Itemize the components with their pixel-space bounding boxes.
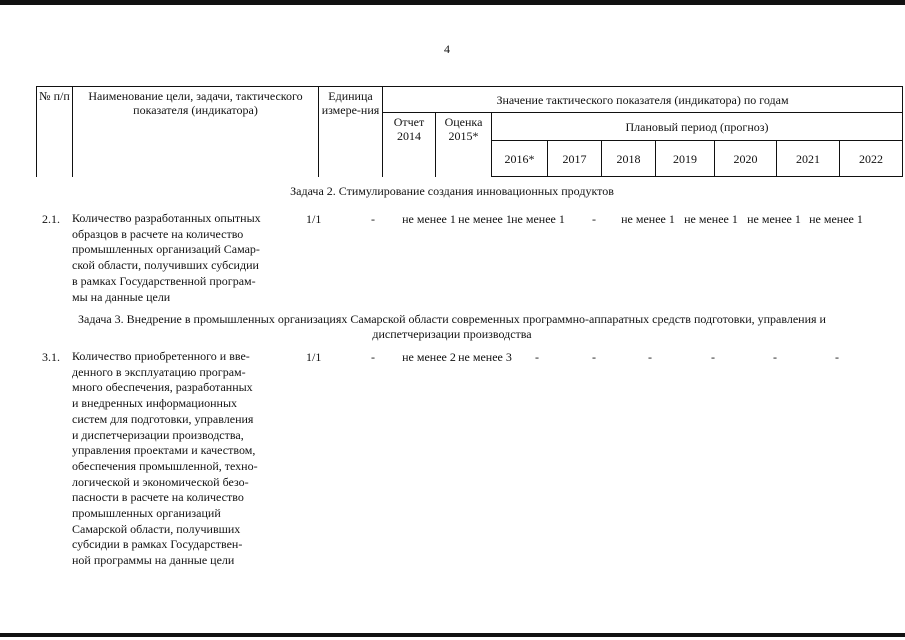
- header-name: Наименование цели, задачи, тактического показателя (индикатора): [73, 87, 319, 177]
- task-3-title: Задача 3. Внедрение в промышленных организациях Самарской области современных программно-аппаратных средств подготовки, управления и диспетчеризации производства: [78, 312, 826, 341]
- row-2-1-value-2021: не менее 1: [747, 212, 801, 226]
- row-2-1-desc-line: в рамках Государственной програм-: [72, 273, 256, 288]
- row-3-1-value-2019: -: [648, 350, 652, 364]
- header-year-2019: 2019: [656, 141, 715, 177]
- row-3-1-desc-line: управления проектами и качеством,: [72, 443, 256, 458]
- row-2-1-desc-line: мы на данные цели: [72, 289, 171, 304]
- row-2-1-desc-line: Количество разработанных опытных: [72, 211, 261, 225]
- header-year-2020: 2020: [715, 141, 777, 177]
- row-3-1-desc-line: Количество приобретенного и вве-: [72, 349, 250, 363]
- header-year-2016: 2016*: [492, 141, 548, 177]
- row-3-1-desc-line: Самарской области, получивших: [72, 521, 241, 536]
- row-3-1-desc-line: логической и экономической безо-: [72, 474, 249, 489]
- row-3-1-value-2020: -: [711, 350, 715, 364]
- task-2-title: Задача 2. Стимулирование создания инновационных продуктов: [290, 184, 614, 198]
- row-3-1-report-2014: -: [371, 350, 375, 364]
- header-year-2018: 2018: [602, 141, 656, 177]
- row-2-1-desc-line: промышленных организаций Самар-: [72, 242, 260, 257]
- row-3-1-estimate-2015: не менее 2: [402, 350, 456, 364]
- row-3-1-value-2017: -: [535, 350, 539, 364]
- row-3-1-value-2021: -: [773, 350, 777, 364]
- row-3-1-unit: 1/1: [306, 350, 322, 364]
- row-3-1-value-2016: не менее 3: [458, 350, 512, 364]
- header-estimate-2015: Оценка 2015*: [436, 113, 492, 177]
- header-year-2022: 2022: [840, 141, 903, 177]
- row-3-1-value-2018: -: [592, 350, 596, 364]
- row-3-1-desc-line: ной программы на данные цели: [72, 553, 235, 568]
- row-2-1-value-2017: не менее 1: [511, 212, 565, 226]
- header-unit: Единица измере-ния: [319, 87, 383, 177]
- indicator-table-header: [36, 86, 903, 177]
- row-2-1-estimate-2015: не менее 1: [402, 212, 456, 226]
- row-3-1-desc-line: систем для подготовки, управления: [72, 411, 254, 426]
- page-bottom-border: [0, 633, 905, 637]
- row-2-1-value-2018: -: [592, 212, 596, 226]
- row-3-1-desc-line: денного в эксплуатацию програм-: [72, 364, 246, 379]
- row-3-1-desc-line: промышленных организаций: [72, 506, 221, 521]
- row-2-1-value-2022: не менее 1: [809, 212, 863, 226]
- row-3-1-desc-line: и внедренных информационных: [72, 396, 238, 411]
- row-3-1-desc-line: обеспечения промышленной, техно-: [72, 458, 258, 473]
- row-2-1-description: [72, 211, 280, 305]
- row-3-1-desc-line: субсидии в рамках Государствен-: [72, 537, 243, 552]
- header-number: № п/п: [37, 87, 73, 177]
- row-2-1-value-2019: не менее 1: [621, 212, 675, 226]
- header-year-2017: 2017: [548, 141, 602, 177]
- header-report-2014: Отчет 2014: [383, 113, 436, 177]
- row-2-1-index: 2.1.: [42, 212, 60, 226]
- page-number: 4: [444, 42, 450, 56]
- row-3-1-desc-line: много обеспечения, разработанных: [72, 380, 253, 395]
- row-2-1-report-2014: -: [371, 212, 375, 226]
- row-3-1-desc-line: и диспетчеризации производства,: [72, 427, 244, 442]
- row-2-1-unit: 1/1: [306, 212, 322, 226]
- row-2-1-desc-line: образцов в расчете на количество: [72, 226, 244, 241]
- row-3-1-value-2022: -: [835, 350, 839, 364]
- row-2-1-value-2020: не менее 1: [684, 212, 738, 226]
- page-top-border: [0, 0, 905, 5]
- row-3-1-desc-line: пасности в расчете на количество: [72, 490, 244, 505]
- row-3-1-description: [72, 349, 280, 569]
- row-2-1-value-2016: не менее 1: [458, 212, 512, 226]
- row-2-1-desc-line: ской области, получивших субсидии: [72, 258, 259, 273]
- header-year-2021: 2021: [777, 141, 840, 177]
- header-plan-period: Плановый период (прогноз): [492, 113, 903, 141]
- row-3-1-index: 3.1.: [42, 350, 60, 364]
- header-values: Значение тактического показателя (индикатора) по годам: [383, 87, 903, 113]
